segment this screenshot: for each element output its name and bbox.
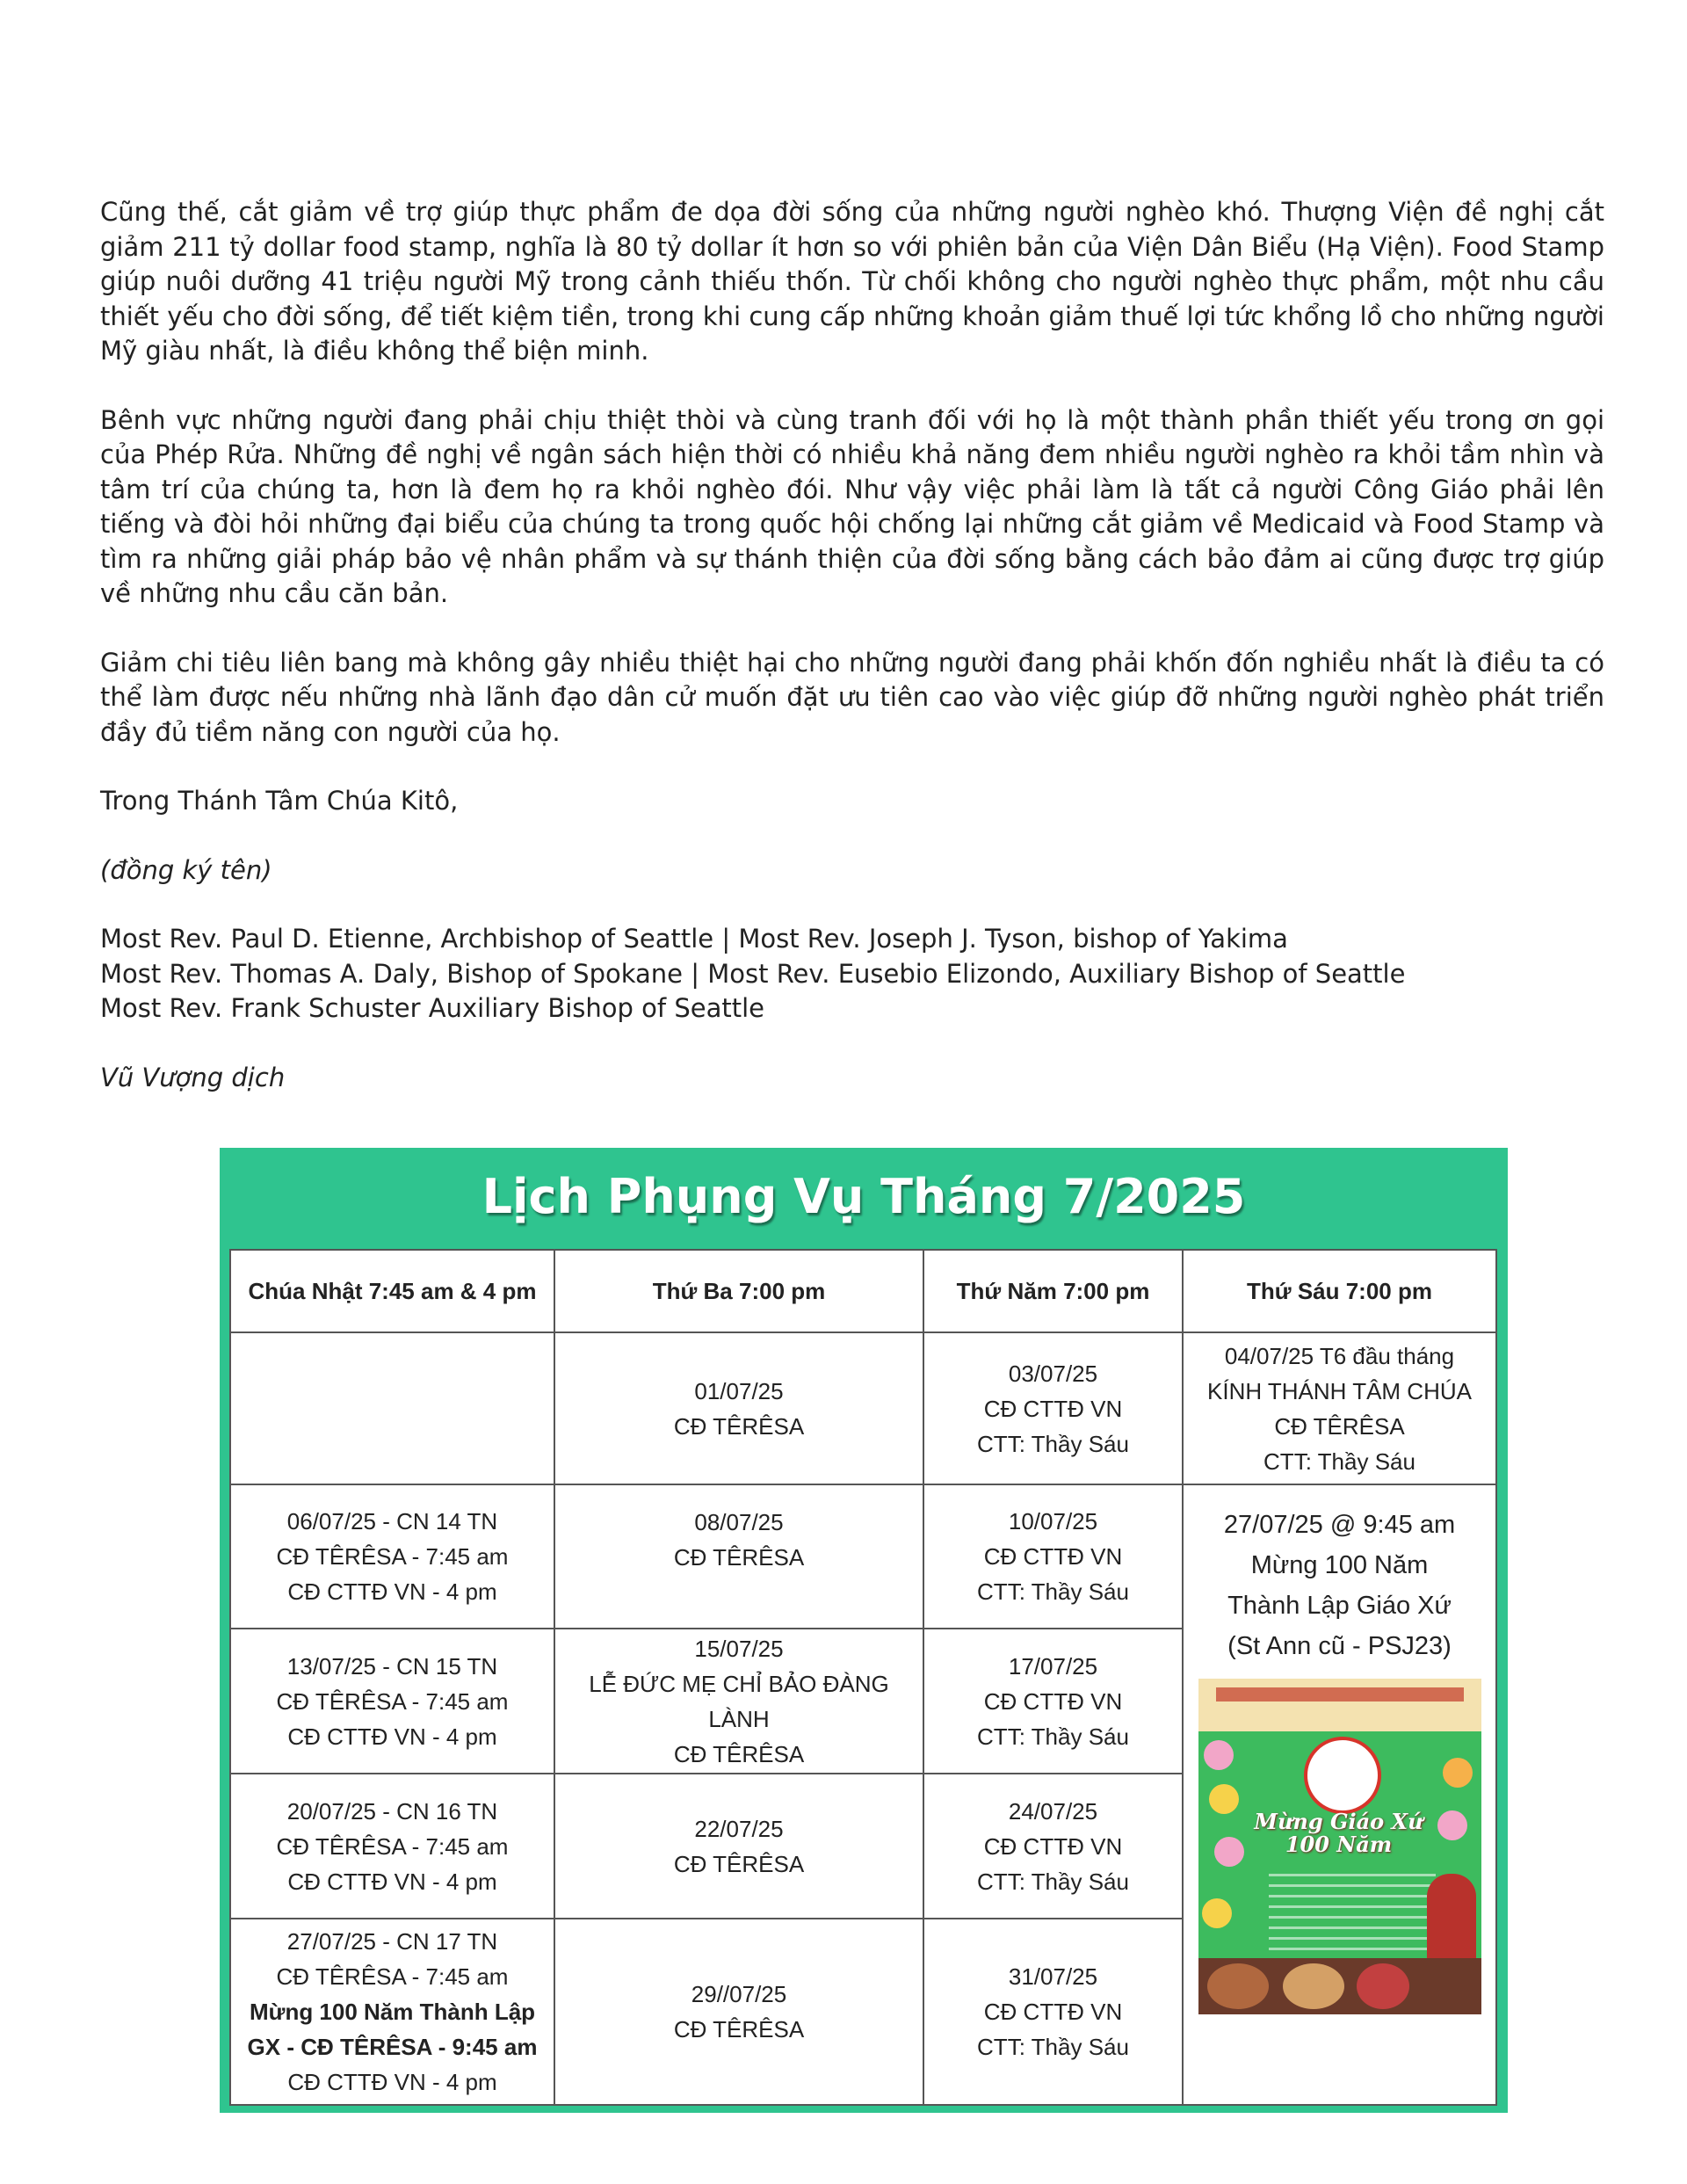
cell-line: 20/07/25 - CN 16 TN	[286, 1797, 498, 1825]
feature-line: Mừng 100 Năm	[1250, 1551, 1429, 1579]
cell-line: CTT: Thầy Sáu	[977, 1868, 1129, 1895]
cell-line: CĐ CTTĐ VN	[983, 1543, 1123, 1570]
cell-line: CĐ CTTĐ VN	[983, 1999, 1123, 2025]
cell-line: 17/07/25	[1008, 1652, 1098, 1680]
cell-line: CĐ TÊRÊSA - 7:45 am	[276, 1543, 509, 1570]
cell-line: 24/07/25	[1008, 1797, 1098, 1825]
thursday-cell	[923, 1774, 1183, 1919]
poster-figure	[1427, 1874, 1476, 1962]
sunday-cell	[230, 1774, 554, 1919]
cell-line: CTT: Thầy Sáu	[977, 1723, 1129, 1750]
cell-line: 06/07/25 - CN 14 TN	[286, 1508, 498, 1535]
cell-line: CĐ TÊRÊSA - 7:45 am	[276, 1687, 509, 1715]
poster-portrait	[1304, 1737, 1381, 1814]
cell-line: CĐ TÊRÊSA - 7:45 am	[276, 1963, 509, 1990]
thursday-cell	[923, 1919, 1183, 2105]
poster-program-list	[1269, 1874, 1436, 1962]
sunday-cell	[230, 1629, 554, 1774]
letter-paragraph: Cũng thế, cắt giảm về trợ giúp thực phẩm đe dọa đời sống của những người nghèo khó. Thượng Viện đề nghị cắt giảm 211 tỷ dollar food stamp, nghĩa là 80 tỷ dollar ít hơn so với phiên bản của Viện Dân Biểu (Hạ Viện). Food Stamp giúp nuôi dưỡng 41 triệu người Mỹ trong cảnh thiếu thốn. Từ chối không cho người nghèo thực phẩm, một nhu cầu thiết yếu cho đời sống, để tiết kiệm tiền, trong khi cung cấp những khoản giảm thuế lợi tức khổng lồ cho những người Mỹ giàu nhất, là điều không thể biện minh.	[100, 197, 1604, 366]
flower-icon	[1214, 1837, 1244, 1867]
cell-line: 31/07/25	[1008, 1963, 1098, 1990]
cell-line: CĐ CTTĐ VN	[983, 1687, 1123, 1715]
cell-line: CTT: Thầy Sáu	[1263, 1448, 1415, 1475]
cell-line: CĐ CTTĐ VN - 4 pm	[287, 1723, 497, 1750]
header-sunday: Chúa Nhật 7:45 am & 4 pm	[230, 1250, 554, 1332]
cell-line: CTT: Thầy Sáu	[977, 2034, 1129, 2060]
cell-line: CĐ TÊRÊSA	[673, 1740, 805, 1767]
cell-line: 10/07/25	[1008, 1508, 1098, 1535]
cell-line: 22/07/25	[694, 1815, 784, 1842]
cell-line: 04/07/25 T6 đầu tháng	[1224, 1342, 1455, 1369]
cell-line: CĐ TÊRÊSA	[673, 1412, 805, 1440]
schedule-row	[230, 1332, 1496, 1484]
friday-cell	[1183, 1332, 1496, 1484]
cell-line: CĐ TÊRÊSA	[673, 2016, 805, 2043]
flower-icon	[1437, 1810, 1467, 1840]
poster-photo	[1207, 1963, 1269, 2009]
anniversary-poster-image	[1198, 1679, 1481, 2014]
header-friday: Thứ Sáu 7:00 pm	[1183, 1250, 1496, 1332]
cell-line: 13/07/25 - CN 15 TN	[286, 1652, 498, 1680]
poster-photo	[1357, 1963, 1409, 2009]
cell-line-bold: Mừng 100 Năm Thành Lập	[249, 1999, 536, 2025]
flower-icon	[1443, 1758, 1473, 1788]
header-thursday: Thứ Năm 7:00 pm	[923, 1250, 1183, 1332]
cosigned-note: (đồng ký tên)	[100, 854, 272, 885]
flower-icon	[1204, 1740, 1234, 1770]
tuesday-cell	[554, 1919, 923, 2105]
tuesday-cell	[554, 1774, 923, 1919]
schedule-row	[230, 1484, 1496, 1629]
feature-line: Thành Lập Giáo Xứ	[1227, 1592, 1452, 1620]
cell-line: CĐ CTTĐ VN - 4 pm	[287, 2069, 497, 2095]
liturgy-schedule	[220, 1148, 1508, 2113]
poster-photo	[1283, 1963, 1344, 2009]
schedule-title: Lịch Phụng Vụ Tháng 7/2025	[481, 1169, 1246, 1224]
thursday-cell	[923, 1484, 1183, 1629]
poster-header-band	[1198, 1679, 1481, 1731]
tuesday-cell	[554, 1484, 923, 1629]
schedule-table	[229, 1249, 1497, 2106]
cell-line: CĐ TÊRÊSA	[673, 1850, 805, 1877]
cell-line: CTT: Thầy Sáu	[977, 1430, 1129, 1457]
tuesday-cell	[554, 1629, 923, 1774]
cell-line: 01/07/25	[694, 1377, 784, 1404]
cell-line: CĐ TÊRÊSA - 7:45 am	[276, 1832, 509, 1860]
cell-line: CTT: Thầy Sáu	[977, 1578, 1129, 1605]
cell-line: 29//07/25	[691, 1981, 787, 2007]
poster-headline: Mừng Giáo Xứ 100 Năm	[1254, 1809, 1423, 1857]
cell-line-bold: GX - CĐ TÊRÊSA - 9:45 am	[247, 2034, 538, 2060]
cell-line: CĐ CTTĐ VN	[983, 1395, 1123, 1422]
feature-line: (St Ann cũ - PSJ23)	[1227, 1632, 1452, 1660]
cell-line: KÍNH THÁNH TÂM CHÚA	[1207, 1377, 1472, 1404]
sunday-cell	[230, 1332, 554, 1484]
signatory-line: Most Rev. Thomas A. Daly, Bishop of Spokane | Most Rev. Eusebio Elizondo, Auxiliary Bishop of Seattle	[100, 958, 1406, 989]
cell-line: CĐ TÊRÊSA	[673, 1544, 805, 1571]
poster-ribbon	[1216, 1687, 1464, 1701]
letter-paragraph: Bênh vực những người đang phải chịu thiệt thòi và cùng tranh đối với họ là một thành phần thiết yếu trong ơn gọi của Phép Rửa. Những đề nghị về ngân sách hiện thời có nhiều khả năng đem nhiều người nghèo ra khỏi tầm nhìn và tâm trí của chúng ta, hơn là đem họ ra khỏi nghèo đói. Như vậy việc phải làm là tất cả người Công Giáo phải lên tiếng và đòi hỏi những đại biểu của chúng ta trong quốc hội chống lại những cắt giảm về Medicaid và Food Stamp và tìm ra những giải pháp bảo vệ nhân phẩm và sự thánh thiện của đời sống bằng cách bảo đảm ai cũng được trợ giúp về những nhu cầu căn bản.	[100, 404, 1604, 608]
signatory-line: Most Rev. Frank Schuster Auxiliary Bishop of Seattle	[100, 993, 764, 1023]
signatory-line: Most Rev. Paul D. Etienne, Archbishop of Seattle | Most Rev. Joseph J. Tyson, bishop of Yakima	[100, 924, 1288, 954]
tuesday-cell	[554, 1332, 923, 1484]
flower-icon	[1209, 1784, 1239, 1814]
letter-body	[100, 195, 1604, 1095]
thursday-cell	[923, 1332, 1183, 1484]
cell-line: LỄ ĐỨC MẸ CHỈ BẢO ĐÀNG LÀNH	[589, 1670, 889, 1732]
flower-icon	[1202, 1898, 1232, 1928]
letter-paragraph: Giảm chi tiêu liên bang mà không gây nhiều thiệt hại cho những người đang phải khốn đốn nghiều nhất là điều ta có thể làm được nếu những nhà lãnh đạo dân cử muốn đặt ưu tiên cao vào việc giúp đỡ những người nghèo phát triển đầy đủ tiềm năng con người của họ.	[100, 647, 1604, 747]
cell-line: CĐ TÊRÊSA	[1274, 1412, 1405, 1440]
cell-line: CĐ CTTĐ VN - 4 pm	[287, 1868, 497, 1895]
cell-line: 08/07/25	[694, 1509, 784, 1535]
cell-line: 27/07/25 - CN 17 TN	[286, 1928, 498, 1955]
cell-line: 03/07/25	[1008, 1360, 1098, 1387]
sunday-cell	[230, 1919, 554, 2105]
cell-line: 15/07/25	[694, 1635, 784, 1662]
friday-feature-cell	[1183, 1484, 1496, 2105]
feature-line: 27/07/25 @ 9:45 am	[1223, 1511, 1456, 1539]
cell-line: CĐ CTTĐ VN	[983, 1832, 1123, 1860]
thursday-cell	[923, 1629, 1183, 1774]
header-tuesday: Thứ Ba 7:00 pm	[554, 1250, 923, 1332]
letter-closing: Trong Thánh Tâm Chúa Kitô,	[100, 786, 459, 816]
schedule-header-row	[230, 1250, 1496, 1332]
cell-line: CĐ CTTĐ VN - 4 pm	[287, 1578, 497, 1605]
translator-credit: Vũ Vượng dịch	[100, 1062, 286, 1092]
sunday-cell	[230, 1484, 554, 1629]
